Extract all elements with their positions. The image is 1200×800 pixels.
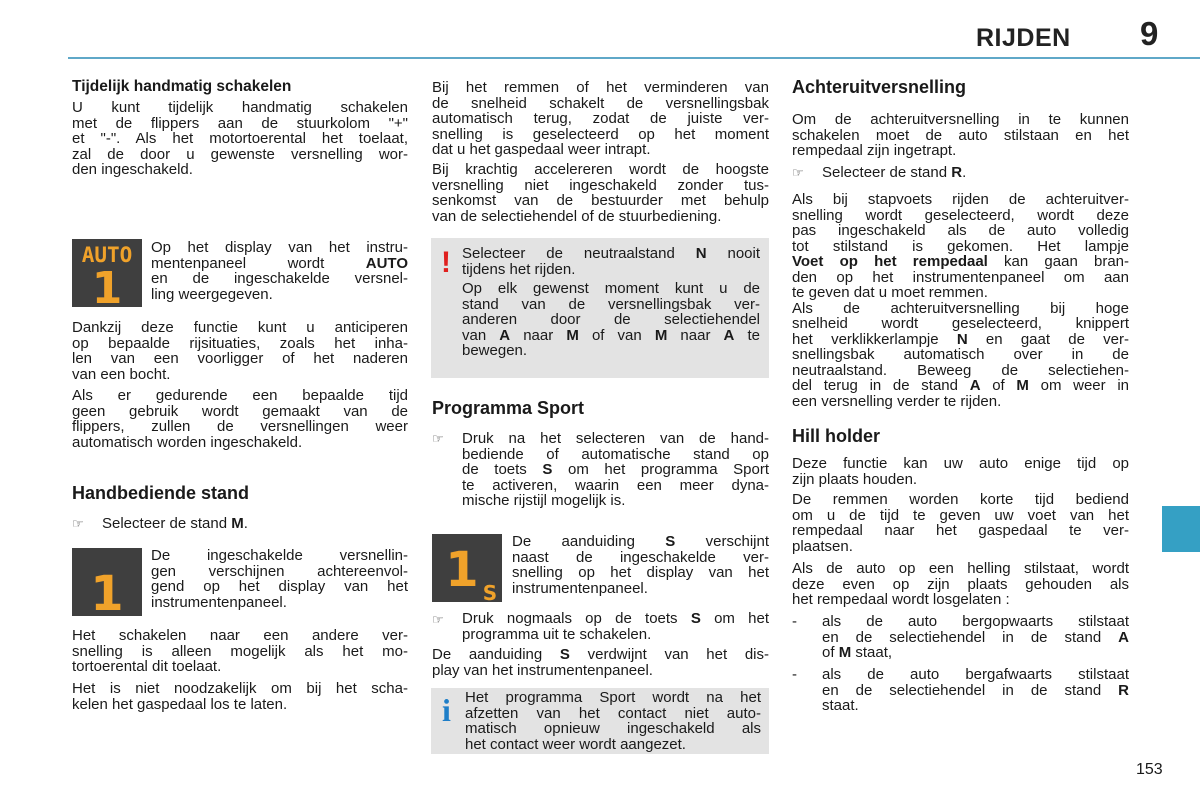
text-line: Druk na het selecteren van de hand- [462, 430, 769, 447]
text-line: mische rijstijl mogelijk is. [462, 492, 626, 509]
text-line: bediende of automatische stand op [462, 445, 769, 463]
section-heading-manual: Handbediende stand [72, 483, 250, 503]
text-line: snelheid wordt geselecteerd, knippert [792, 315, 1129, 332]
text-line: om u de tijd te geven uw voet van het [792, 506, 1129, 524]
text-line: het verklikkerlampje N en gaat de ver- [792, 330, 1130, 348]
page-number: 153 [1136, 761, 1163, 778]
text-line: geen gebruik wordt gemaakt van de [72, 402, 408, 420]
text-line: De remmen worden korte tijd bediend [792, 491, 1129, 508]
section-heading-manual-temp: Tijdelijk handmatig schakelen [72, 78, 292, 95]
text-line: Selecteer de neutraalstand N nooit [462, 245, 761, 262]
text-line: ling weergegeven. [151, 285, 273, 303]
text-line: Op het display van het instru- [151, 239, 408, 256]
text-line: het contact weer wordt aangezet. [465, 735, 686, 753]
text-line: gend op het display van het [151, 578, 408, 595]
gear-number: 1 [90, 566, 124, 616]
text-line: gen verschijnen achtereenvol- [151, 562, 408, 580]
text-line: den op het instrumentenpaneel om aan [792, 268, 1129, 286]
paragraph [792, 492, 1129, 554]
warning-exclamation-icon: ! [441, 246, 451, 279]
text-line: plaatsen. [792, 537, 853, 555]
text-line: anderen door de selectiehendel [462, 311, 760, 328]
text-line: met de flippers aan de stuurkolom "+" [72, 114, 408, 132]
text-line: van A naar M of van M naar A te [462, 326, 760, 344]
text-line: automatisch worden ingeschakeld. [72, 433, 303, 451]
list-dash: - [792, 613, 797, 630]
text-line: snelling wordt geselecteerd, wordt deze [792, 206, 1129, 224]
text-line: Als de achteruitversnelling bij hoge [792, 299, 1129, 317]
text-line: len van een voorligger of het naderen [72, 350, 408, 367]
gear-display-text [151, 548, 408, 610]
text-line: Als er gedurende een bepaalde tijd [72, 387, 408, 404]
text-line: schakelen moet de auto stilstaan en het [792, 126, 1129, 144]
auto-display-text [151, 240, 408, 302]
bullet-text: Selecteer de stand R. [822, 164, 967, 181]
text-line: flippers, zullen de versnellingen weer [72, 418, 408, 435]
paragraph [72, 628, 408, 675]
list-item [822, 667, 1129, 714]
pointing-hand-icon: ☞ [432, 612, 444, 627]
text-line: zijn plaats houden. [792, 470, 918, 488]
paragraph [792, 192, 1129, 409]
text-line: et "-". Als het motortoerental het toelaat, [72, 130, 408, 147]
text-line: snelling is geselecteerd op het moment [432, 125, 769, 143]
text-line: stand van de versnellingsbak ver- [462, 295, 760, 313]
text-line: tot stilstand is gekomen. Het lampje [792, 237, 1129, 255]
auto-label: AUTO [81, 243, 133, 267]
text-line: als de auto bergopwaarts stilstaat [822, 613, 1129, 630]
text-line: versnelling niet ingeschakeld zonder tus- [432, 176, 769, 194]
text-line: snellingsbak automatisch over in de [792, 346, 1129, 363]
text-line: senkomst van de bestuurder met behulp [432, 192, 769, 209]
paragraph [432, 80, 769, 158]
text-line: van een bocht. [72, 365, 171, 383]
text-line: automatisch terug, zodat de juiste ver- [432, 110, 769, 127]
text-line: bewegen. [462, 342, 528, 359]
text-line: del terug in de stand A of M om weer in [792, 377, 1129, 394]
text-line: dat u het gaspedaal weer intrapt. [432, 141, 651, 158]
pointing-hand-icon: ☞ [432, 431, 444, 446]
text-line: en de selectiehendel in de stand A [822, 628, 1130, 646]
text-line: mentenpaneel wordt AUTO [151, 254, 408, 272]
text-line: de toets S om het programma Sport [462, 461, 769, 478]
auto-gear-display [72, 239, 142, 307]
text-line: kelen het gaspedaal los te laten. [72, 695, 288, 713]
text-line: rempedaal naar het gaspedaal te ver- [792, 522, 1129, 539]
text-line: Als de auto op een helling stilstaat, wordt [792, 560, 1129, 577]
paragraph [432, 647, 769, 678]
text-line: en de selectiehendel in de stand R [822, 681, 1130, 699]
text-line: te geven dat u moet remmen. [792, 284, 988, 301]
text-line: Druk nogmaals op de toets S om het [462, 610, 770, 627]
text-line: rempedaal zijn ingetrapt. [792, 142, 957, 159]
section-heading-reverse: Achteruitversnelling [792, 77, 967, 97]
text-line: snelling op het display van het [512, 564, 769, 581]
header-rule [68, 57, 1200, 59]
paragraph [72, 100, 408, 178]
warning-text [462, 246, 760, 359]
text-line: neutraalstand. Beweeg de selectiehen- [792, 361, 1129, 379]
text-line: te activeren, waarin een meer dyna- [462, 476, 769, 494]
chapter-side-tab [1162, 506, 1200, 552]
gear-display [72, 548, 142, 616]
text-line: zal de door u gewenste versnelling wor- [72, 145, 408, 163]
list-dash: - [792, 666, 797, 683]
paragraph [432, 162, 769, 224]
text-line: programma uit te schakelen. [462, 625, 652, 643]
text-line: als de auto bergafwaarts stilstaat [822, 666, 1129, 683]
text-line: en de ingeschakelde versnel- [151, 270, 408, 287]
text-line: afzetten van het contact niet auto- [465, 704, 761, 722]
paragraph [72, 681, 408, 712]
text-line: staat. [822, 697, 859, 714]
paragraph [792, 456, 1129, 487]
list-item [822, 614, 1129, 661]
text-line: of M staat, [822, 644, 893, 661]
text-line: snelling is alleen mogelijk als het mo- [72, 642, 408, 660]
gear-number: 1 [445, 542, 479, 598]
text-line: Het is niet noodzakelijk om bij het scha- [72, 680, 408, 697]
text-line: Om de achteruitversnelling in te kunnen [792, 111, 1129, 128]
pointing-hand-icon: ☞ [792, 165, 804, 180]
sport-gear-display [432, 534, 502, 602]
info-text [465, 690, 761, 752]
bullet-text: Selecteer de stand M. [102, 515, 248, 532]
text-line: de snelheid schakelt de versnellingsbak [432, 94, 769, 112]
info-icon: i [442, 692, 451, 728]
section-heading-sport: Programma Sport [432, 398, 585, 418]
paragraph [792, 112, 1129, 159]
text-line: Dankzij deze functie kunt u anticiperen [72, 319, 408, 336]
text-line: Het programma Sport wordt na het [465, 689, 761, 706]
text-line: van de selectiehendel of de stuurbediening. [432, 207, 722, 225]
text-line: pas ingeschakeld als de auto volledig [792, 222, 1129, 239]
pointing-hand-icon: ☞ [72, 516, 84, 531]
text-line: Als bij stapvoets rijden de achteruitver- [792, 191, 1129, 208]
text-line: instrumentenpaneel. [512, 579, 648, 597]
paragraph [72, 320, 408, 382]
chapter-number: 9 [1140, 15, 1159, 52]
text-line: den ingeschakeld. [72, 161, 193, 178]
text-line: Voet op het rempedaal kan gaan bran- [792, 253, 1130, 270]
sport-display-text [512, 534, 769, 596]
text-line: naast de ingeschakelde ver- [512, 548, 769, 566]
text-line: tijdens het rijden. [462, 260, 576, 278]
text-line: matisch opnieuw ingeschakeld als [465, 720, 761, 737]
text-line: Deze functie kan uw auto enige tijd op [792, 455, 1129, 472]
text-line: het rempedaal wordt losgelaten : [792, 591, 1010, 608]
text-line: play van het instrumentenpaneel. [432, 661, 653, 679]
text-line: Bij het remmen of het verminderen van [432, 79, 769, 96]
text-line: tortoerental dit toelaat. [72, 658, 222, 675]
bullet-text [462, 431, 769, 509]
text-line: De ingeschakelde versnellin- [151, 547, 408, 564]
text-line: De aanduiding S verschijnt [512, 533, 770, 550]
text-line: Het schakelen naar een andere ver- [72, 627, 408, 644]
text-line: op bepaalde rijsituaties, zoals het inha- [72, 334, 408, 352]
text-line: U kunt tijdelijk handmatig schakelen [72, 99, 408, 116]
paragraph [72, 388, 408, 450]
sport-mode-letter: S [482, 581, 498, 602]
text-line: Bij krachtig accelereren wordt de hoogste [432, 161, 769, 178]
text-line: deze even op zijn plaats gehouden als [792, 575, 1129, 593]
text-line: een versnelling verder te rijden. [792, 392, 1002, 410]
text-line: instrumentenpaneel. [151, 593, 287, 611]
bullet-text [462, 611, 769, 642]
text-line: De aanduiding S verdwijnt van het dis- [432, 646, 769, 663]
paragraph [792, 561, 1129, 608]
gear-number: 1 [91, 263, 123, 307]
chapter-title: RIJDEN [976, 24, 1071, 52]
section-heading-hill-holder: Hill holder [792, 426, 881, 446]
text-line: Op elk gewenst moment kunt u de [462, 280, 760, 297]
